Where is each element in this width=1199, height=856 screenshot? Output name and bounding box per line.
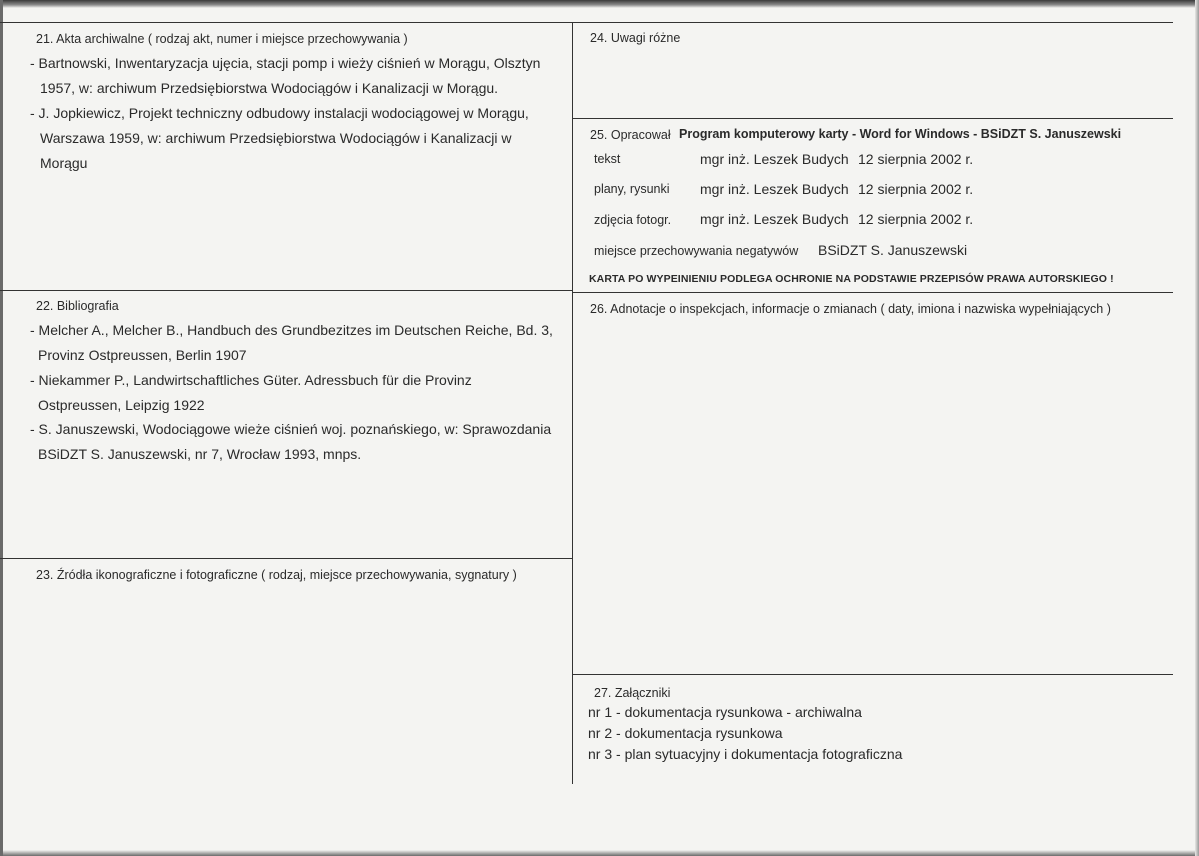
section-22-line: - S. Januszewski, Wodociągowe wieże ciśnień woj. poznańskiego, w: Sprawozdania	[30, 421, 552, 437]
section-21-line: Morągu	[40, 155, 88, 171]
rule-21-22	[0, 290, 573, 291]
section-26-header: 26. Adnotacje o inspekcjach, informacje o zmianach ( daty, imiona i nazwiska wypełniających )	[590, 302, 1111, 316]
section-25-header-label: 25. Opracował	[590, 128, 671, 142]
scan-right-edge	[1195, 0, 1199, 856]
section-25-row-author: mgr inż. Leszek Budych	[700, 151, 849, 167]
section-25-negatives-value: BSiDZT S. Januszewski	[818, 242, 968, 258]
section-24-header: 24. Uwagi różne	[590, 31, 681, 45]
section-27-header: 27. Załączniki	[594, 686, 671, 700]
copyright-notice: KARTA PO WYPEINIENIU PODLEGA OCHRONIE NA PODSTAWIE PRZEPISÓW PRAWA AUTORSKIEGO !	[589, 273, 1114, 285]
section-21-line: 1957, w: archiwum Przedsiębiorstwa Wodociągów i Kanalizacji w Morągu.	[40, 80, 499, 96]
section-27-item: nr 1 - dokumentacja rysunkowa - archiwalna	[588, 704, 862, 720]
section-21-line: - Bartnowski, Inwentaryzacja ujęcia, stacji pomp i wieży ciśnień w Morągu, Olsztyn	[30, 55, 541, 71]
scan-left-edge	[0, 0, 3, 856]
scan-top-edge	[0, 0, 1199, 8]
section-25-row-date: 12 sierpnia 2002 r.	[858, 151, 974, 167]
section-25-row-label: tekst	[594, 152, 621, 166]
section-22-line: BSiDZT S. Januszewski, nr 7, Wrocław 1993, mnps.	[38, 446, 362, 462]
rule-26-27	[573, 674, 1173, 675]
section-25-row-author: mgr inż. Leszek Budych	[700, 181, 849, 197]
section-22-line: Provinz Ostpreussen, Berlin 1907	[38, 347, 247, 363]
section-22-line: - Niekammer P., Landwirtschaftliches Güter. Adressbuch für die Provinz	[30, 372, 472, 388]
section-25-row-date: 12 sierpnia 2002 r.	[858, 181, 974, 197]
section-25-negatives-label: miejsce przechowywania negatywów	[594, 244, 799, 258]
center-divider	[572, 22, 573, 784]
section-25-row-author: mgr inż. Leszek Budych	[700, 211, 849, 227]
section-25-row-date: 12 sierpnia 2002 r.	[858, 211, 974, 227]
section-21-line: Warszawa 1959, w: archiwum Przedsiębiorstwa Wodociągów i Kanalizacji w	[40, 130, 512, 146]
section-27-item: nr 2 - dokumentacja rysunkowa	[588, 725, 783, 741]
rule-25-26	[573, 292, 1173, 293]
section-21-line: - J. Jopkiewicz, Projekt techniczny odbudowy instalacji wodociągowej w Morągu,	[30, 105, 529, 121]
section-25-row-label: zdjęcia fotogr.	[594, 213, 672, 227]
section-22-line: Ostpreussen, Leipzig 1922	[38, 397, 205, 413]
section-21-header: 21. Akta archiwalne ( rodzaj akt, numer i miejsce przechowywania )	[36, 32, 408, 46]
top-rule	[0, 22, 1173, 23]
rule-22-23	[0, 558, 573, 559]
section-27-item: nr 3 - plan sytuacyjny i dokumentacja fotograficzna	[588, 746, 903, 762]
section-22-line: - Melcher A., Melcher B., Handbuch des Grundbezitzes im Deutschen Reiche, Bd. 3,	[30, 322, 553, 338]
section-22-header: 22. Bibliografia	[36, 299, 119, 313]
section-25-row-label: plany, rysunki	[594, 182, 670, 196]
scan-bottom-edge	[0, 850, 1199, 856]
section-23-header: 23. Źródła ikonograficzne i fotograficzne ( rodzaj, miejsce przechowywania, sygnatury )	[36, 568, 517, 582]
rule-24-25	[573, 118, 1173, 119]
section-25-program-info: Program komputerowy karty - Word for Windows - BSiDZT S. Januszewski	[679, 127, 1122, 141]
